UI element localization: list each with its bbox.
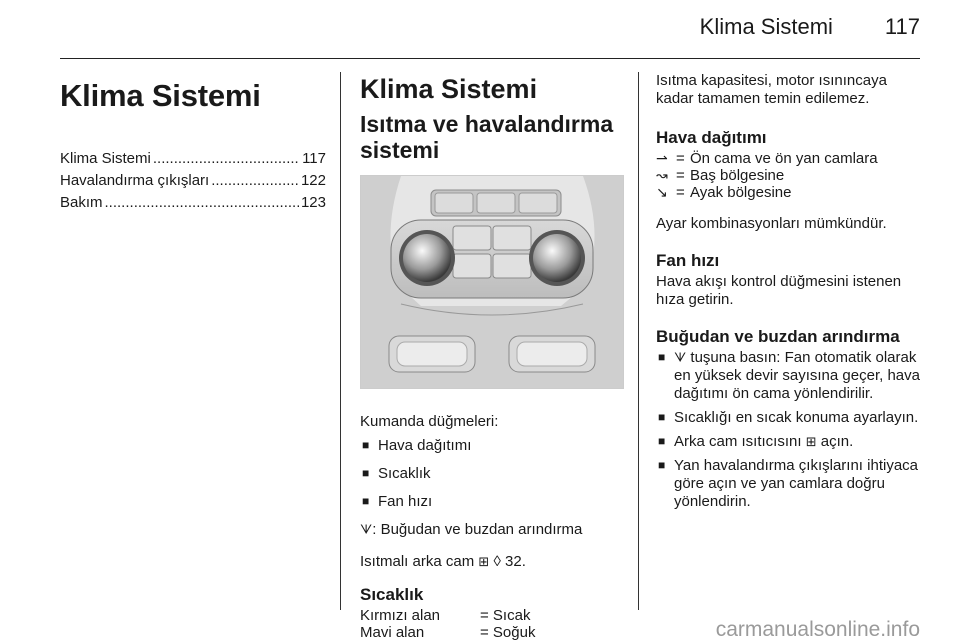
- page-header: [700, 14, 920, 40]
- controls-intro: Kumanda düğmeleri:: [360, 413, 499, 430]
- temperature-title: Sıcaklık: [360, 585, 424, 604]
- toc-item[interactable]: Bakım ..... 123: [60, 192, 326, 214]
- temperature-row: Kırmızı alan = Sıcak: [360, 607, 531, 624]
- rear-window-heater-icon: ⊞: [478, 554, 490, 569]
- header-rule: [60, 58, 920, 59]
- section-title: Klima Sistemi: [360, 74, 538, 104]
- column-divider: [638, 72, 639, 610]
- temperature-row: Mavi alan = Soğuk: [360, 624, 536, 641]
- page-ref-icon: ◊: [493, 553, 501, 570]
- list-item: ■ Sıcaklığı en sıcak konuma ayarlayın.: [656, 409, 924, 427]
- defrost-icon: ᗐ: [360, 522, 373, 537]
- fan-speed-text: Hava akışı kontrol düğmesini istenen hıza getirin.: [656, 273, 902, 308]
- climate-control-panel-image: [360, 175, 624, 389]
- toc-item[interactable]: Klima Sistemi ..... 117: [60, 148, 326, 170]
- list-item: ■ Sıcaklık: [360, 465, 624, 483]
- column-divider: [340, 72, 341, 610]
- content-column-3: [656, 72, 924, 517]
- table-of-contents: [60, 148, 326, 214]
- page-number: 117: [884, 14, 920, 39]
- list-item: ■ Fan hızı: [360, 493, 624, 511]
- list-item: ■ Arka cam ısıtıcısını ⊞ açın.: [656, 433, 924, 451]
- list-item: ■ Hava dağıtımı: [360, 437, 624, 455]
- rear-window-heater-icon: ⊞: [805, 434, 817, 449]
- defrost-icon: ᗐ: [674, 350, 687, 365]
- air-distribution-row: ⇀ = Ön cama ve ön yan camlara: [656, 150, 878, 167]
- head-airflow-icon: ↝: [656, 167, 668, 183]
- header-title: Klima Sistemi: [699, 14, 833, 39]
- content-column-2: [360, 68, 624, 641]
- toc-item[interactable]: Havalandırma çıkışları ..... 122: [60, 170, 326, 192]
- defrost-title: Buğudan ve buzdan arındırma: [656, 327, 900, 346]
- air-distribution-title: Hava dağıtımı: [656, 128, 767, 147]
- subsection-title: Isıtma ve havalandırma sistemi: [360, 111, 614, 163]
- controls-list: [360, 437, 624, 511]
- defrost-list: [656, 349, 924, 511]
- foot-airflow-icon: ↘: [656, 184, 668, 200]
- air-distribution-row: ↘ = Ayak bölgesine: [656, 184, 792, 201]
- intro-text: Isıtma kapasitesi, motor ısınıncaya kadar tamamen temin edilemez.: [656, 72, 887, 107]
- air-distribution-row: ↝ = Baş bölgesine: [656, 167, 785, 184]
- list-item: ■ Yan havalandırma çıkışlarını ihtiyaca göre açın ve yan camlara doğru yönlendirin.: [656, 457, 924, 511]
- fan-speed-title: Fan hızı: [656, 251, 720, 270]
- chapter-title: Klima Sistemi: [60, 78, 261, 113]
- defrost-line: ᗐ: Buğudan ve buzdan arındırma: [360, 521, 583, 538]
- chapter-column: [60, 68, 326, 214]
- list-item: ■ ᗐ tuşuna basın: Fan otomatik olarak en yüksek devir sayısına geçer, hava dağıtımı ön cama yönlendirilir.: [656, 349, 924, 403]
- watermark: carmanualsonline.info: [715, 618, 920, 641]
- combinations-text: Ayar kombinasyonları mümkündür.: [656, 215, 887, 232]
- windscreen-airflow-icon: ⇀: [656, 150, 668, 166]
- rear-heater-line: Isıtmalı arka cam ⊞ ◊ 32.: [360, 553, 526, 570]
